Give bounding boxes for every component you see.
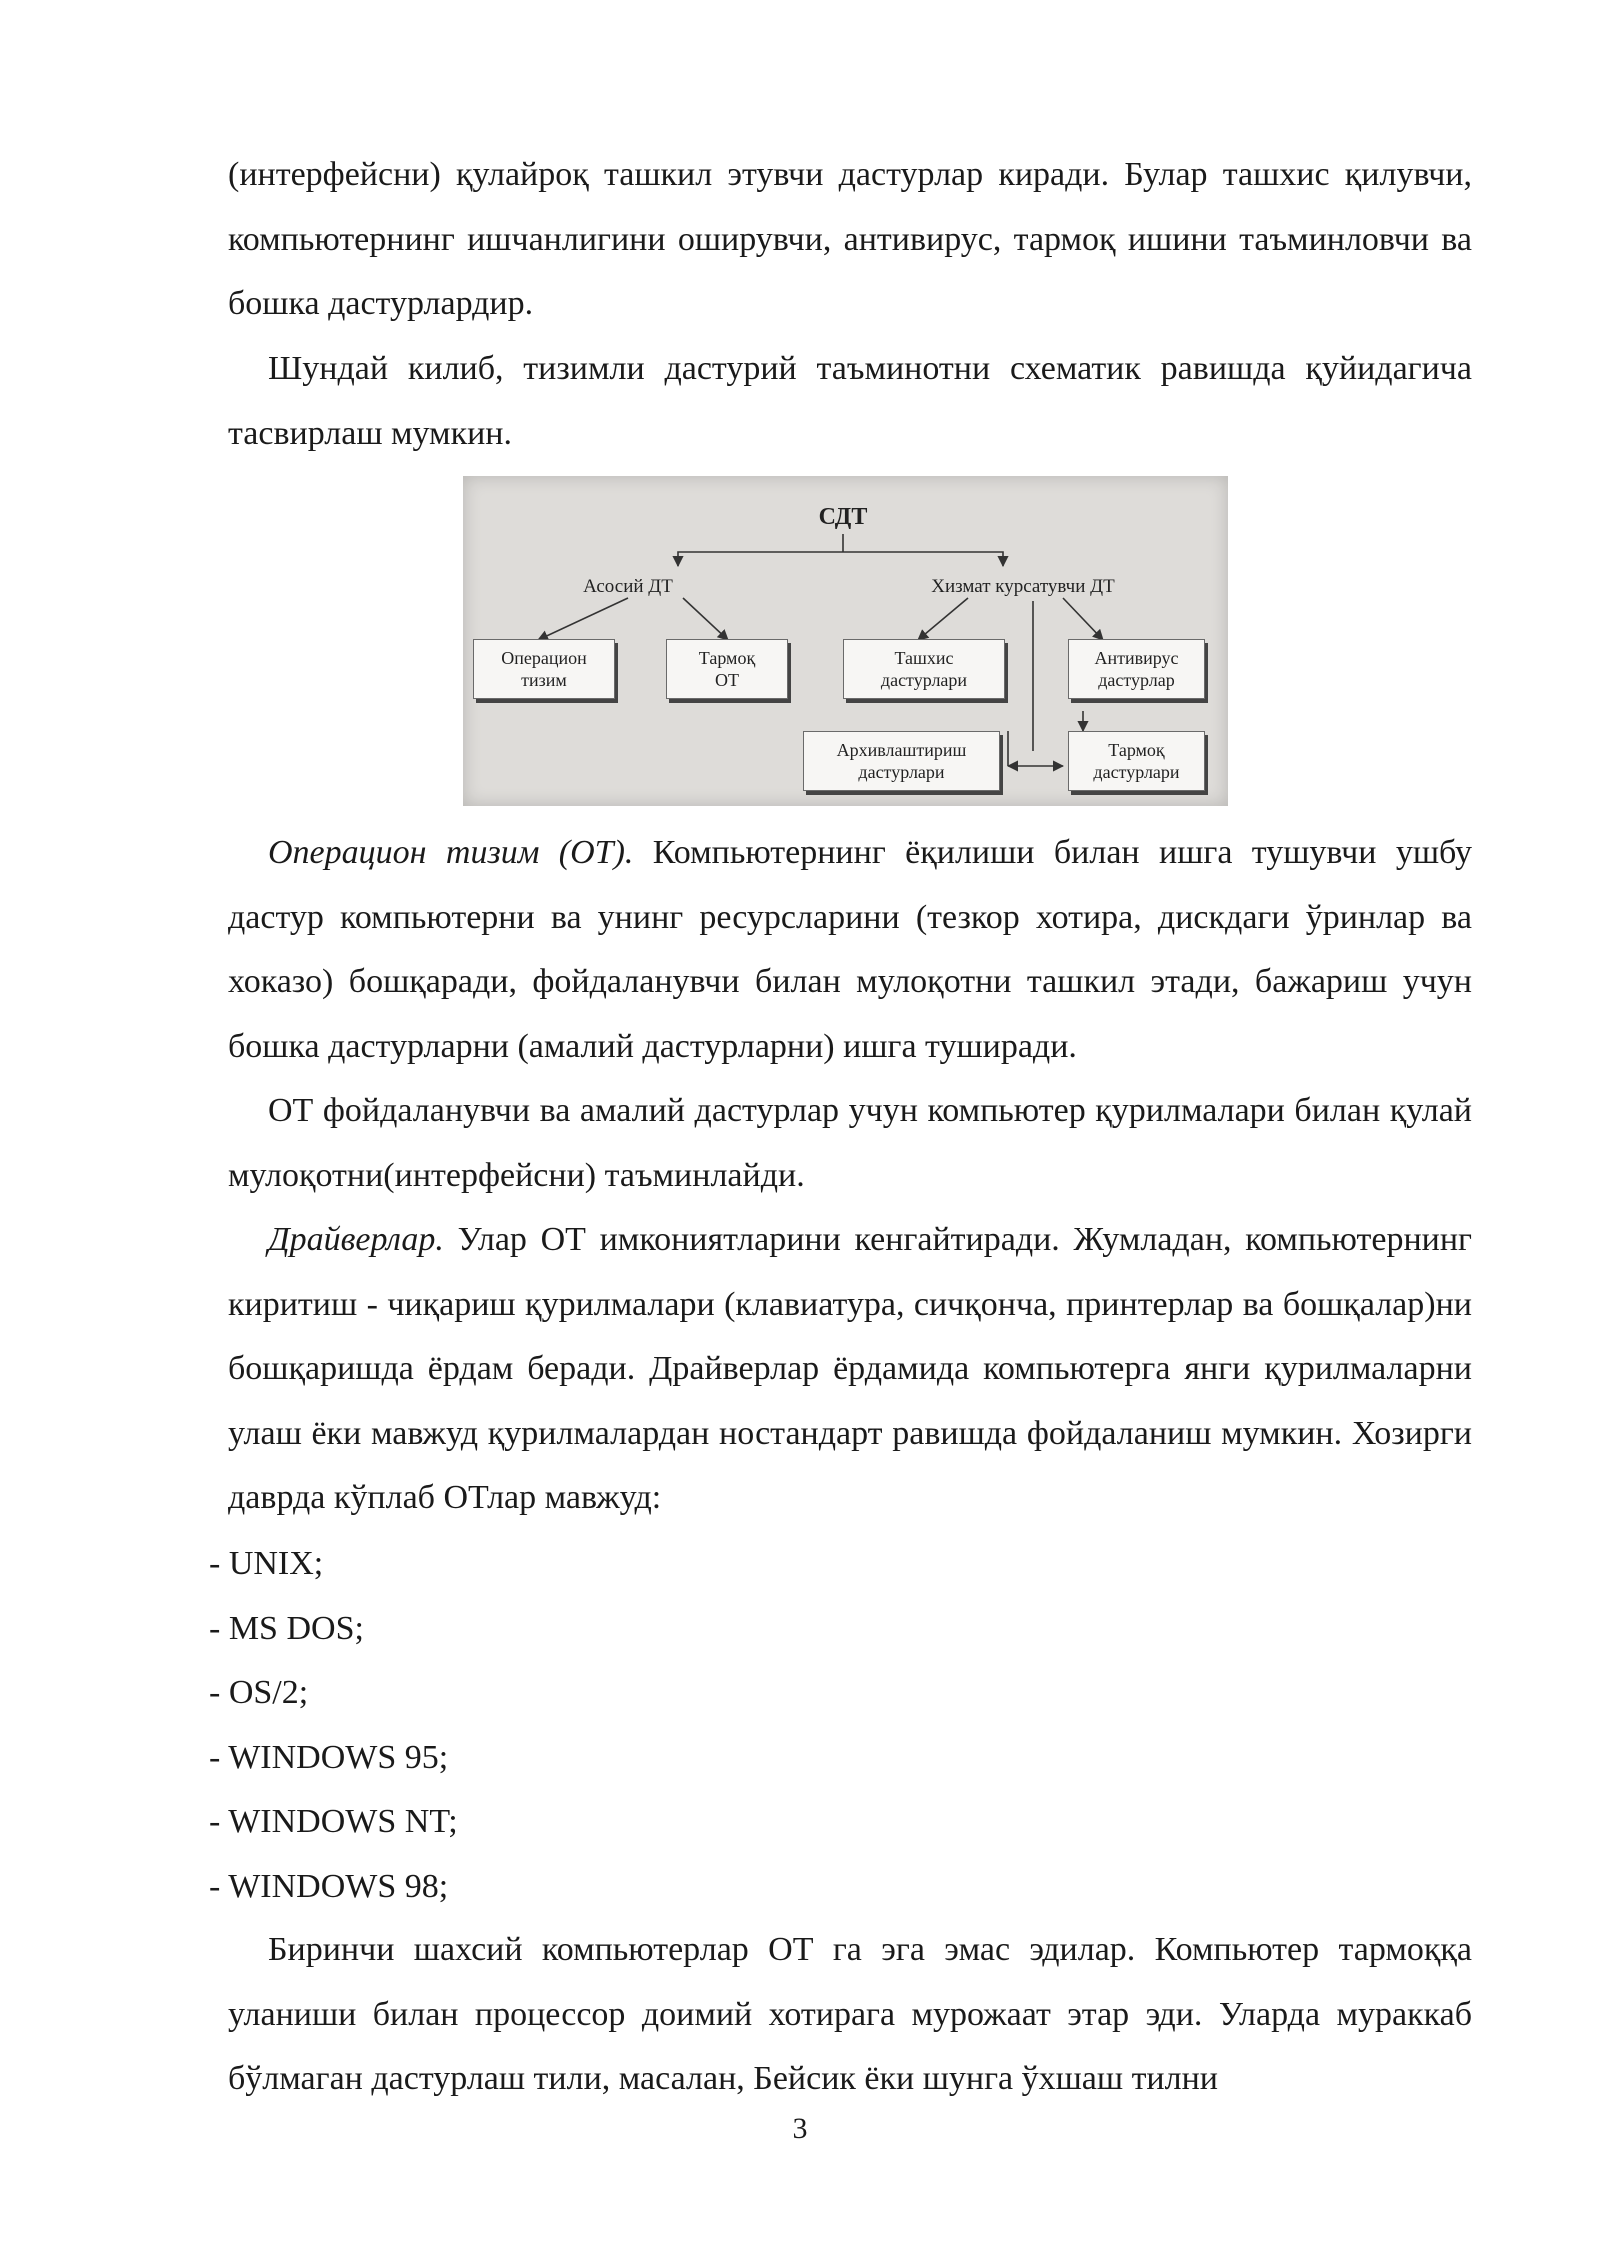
os-list-item: - WINDOWS 98; [209,1867,449,1905]
diagram-box-diagnostic-line1: Ташхис [894,648,954,668]
diagram-box-os [473,639,615,699]
os-list-item: - MS DOS; [209,1609,364,1647]
paragraph-os [228,821,1472,1079]
os-list-item: - OS/2; [209,1674,309,1711]
diagram-right-branch-label: Хизмат курсатувчи ДТ [931,576,1115,597]
diagram-box-diagnostic-line2: дастурлари [880,670,968,690]
diagram-box-network-programs [1068,731,1205,791]
paragraph-drivers-heading: Драйверлар. [268,1221,444,1258]
os-list [209,1532,458,1919]
diagram-box-antivirus [1068,639,1205,699]
diagram-box-archiver-line1: Архивлаштириш [836,740,967,760]
paragraph-intro-text: (интерфейсни) қулайроқ ташкил этувчи дастурлар киради. Булар ташхис қилувчи, компьютернинг ишчанлигини оширувчи, антивирус, тармоқ ишини таъминловчи ва бошка дастурлардир. [228,156,1472,322]
paragraph-os-interface [228,1079,1472,1208]
paragraph-drivers-text: Улар ОТ имкониятларини кенгайтиради. Жумладан, компьютернинг киритиш - чиқариш қурилмалари (клавиатура, сичқонча, принтерлар ва бошқалар)ни бошқаришда ёрдам беради. Драйверлар ёрдамида компьютерга янги қурилмаларни улаш ёки мавжуд қурилмалардан ностандарт равишда фойдаланиш мумкин. Хозирги даврда кўплаб ОТлар мавжуд: [228,1221,1472,1516]
system-software-diagram [463,476,1228,806]
os-list-item: - WINDOWS NT; [209,1803,458,1840]
diagram-left-branch-label: Асосий ДТ [583,576,673,597]
diagram-root-label: СДТ [818,504,868,530]
paragraph-intro [228,143,1472,337]
paragraph-os-text: Компьютернинг ёқилиши билан ишга тушувчи ушбу дастур компьютерни ва унинг ресурсларини (тезкор хотира, дискдаги ўринлар ва хоказо) бошқаради, фойдаланувчи билан мулоқотни ташкил этади, бажариш учун бошка дастурларни (амалий дастурларни) ишга туширади. [228,834,1472,1065]
paragraph-os-interface-text: ОТ фойдаланувчи ва амалий дастурлар учун компьютер қурилмалари билан қулай мулоқотни(интерфейсни) таъминлайди. [228,1092,1472,1194]
diagram-box-os-line2: тизим [521,670,567,690]
paragraph-history-text: Биринчи шахсий компьютерлар ОТ га эга эмас эдилар. Компьютер тармоққа уланиши билан процессор доимий хотирага мурожаат этар эди. Уларда мураккаб бўлмаган дастурлаш тили, масалан, Бейсик ёки шунга ўхшаш тилни [228,1931,1472,2097]
diagram-box-network-programs-line1: Тармоқ [1108,740,1165,760]
diagram-box-diagnostic [843,639,1005,699]
os-list-item: - WINDOWS 95; [209,1738,449,1776]
diagram-box-os-line1: Операцион [501,648,587,668]
diagram-box-network-os-line1: Тармоқ [698,648,756,668]
diagram-box-network-os-line2: ОТ [715,670,739,690]
diagram-box-antivirus-line1: Антивирус [1094,648,1179,668]
paragraph-os-heading: Операцион тизим (ОТ). [268,834,634,871]
diagram-box-network-os [666,639,788,699]
diagram-box-archiver [803,731,1000,791]
paragraph-schema-intro [228,337,1472,466]
diagram-box-antivirus-line2: дастурлар [1098,670,1175,690]
diagram-box-archiver-line2: дастурлари [858,762,945,782]
diagram-box-network-programs-line2: дастурлари [1093,762,1180,782]
page-number: 3 [792,2112,808,2145]
paragraph-history [228,1918,1472,2112]
paragraph-schema-intro-text: Шундай килиб, тизимли дастурий таъминотни схематик равишда қуйидагича тасвирлаш мумкин. [228,350,1472,452]
os-list-item: - UNIX; [209,1545,324,1582]
paragraph-drivers [228,1208,1472,1531]
